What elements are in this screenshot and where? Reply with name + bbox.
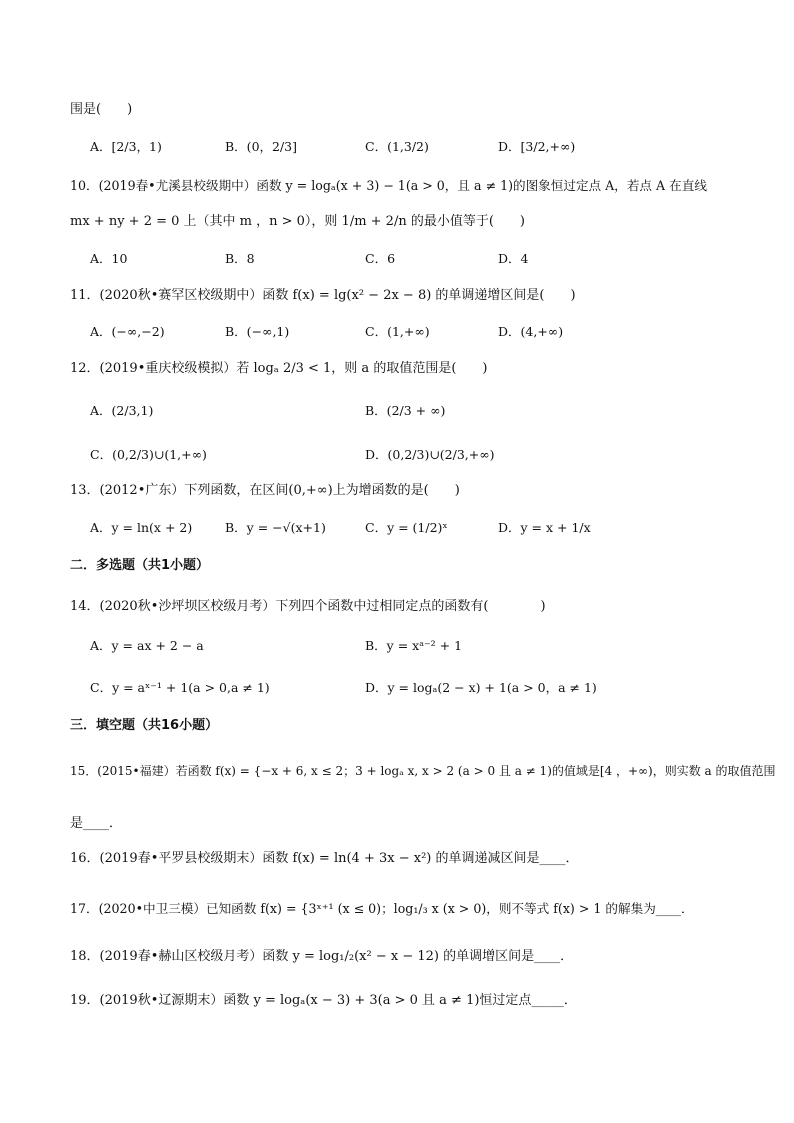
question-17-line1: 17．(2020•中卫三模）已知函数 f(x) = {3ˣ⁺¹ (x ≤ 0)；log₁/₃ x (x > 0)，则不等式 f(x) > 1 的解集为____． bbox=[70, 901, 694, 916]
question-15-line1: 15．(2015•福建）若函数 f(x) = {−x + 6, x ≤ 2；3 + logₐ x, x > 2 (a > 0 且 a ≠ 1)的值域是[4 ，+∞)，则实数 a 的取值范围 bbox=[70, 764, 776, 778]
q13-option-b: B．y = −√(x+1) bbox=[225, 520, 326, 535]
q12-option-a: A．(2/3,1) bbox=[90, 403, 154, 418]
q11-option-d: D．(4,+∞) bbox=[498, 324, 564, 339]
q13-option-c: C．y = (1/2)ˣ bbox=[365, 520, 448, 535]
q9-option-d: D．[3/2,+∞) bbox=[498, 139, 576, 154]
q14-option-c: C．y = aˣ⁻¹ + 1(a > 0,a ≠ 1) bbox=[90, 680, 270, 695]
q9-option-c: C．(1,3/2) bbox=[365, 139, 429, 154]
section-multiple-choice-heading: 二．多选题（共1小题） bbox=[70, 558, 210, 573]
question-19-line1: 19．(2019秋•辽源期末）函数 y = logₐ(x − 3) + 3(a > 0 且 a ≠ 1)恒过定点_____． bbox=[70, 993, 577, 1008]
question-10-line2: mx + ny + 2 = 0 上（其中 m ，n > 0），则 1/m + 2/n 的最小值等于( ) bbox=[70, 214, 525, 229]
q12-option-b: B．(2/3 + ∞) bbox=[365, 403, 446, 418]
question-11-line1: 11．(2020秋•赛罕区校级期中）函数 f(x) = lg(x² − 2x − 8) 的单调递增区间是( ) bbox=[70, 288, 576, 303]
q10-option-d: D．4 bbox=[498, 251, 529, 266]
question-16-line1: 16．(2019春•平罗县校级期末）函数 f(x) = ln(4 + 3x − x²) 的单调递减区间是____． bbox=[70, 851, 579, 866]
q9-option-a: A．[2/3，1) bbox=[90, 139, 162, 154]
q11-option-c: C．(1,+∞) bbox=[365, 324, 430, 339]
question-14-line1: 14．(2020秋•沙坪坝区校级月考）下列四个函数中过相同定点的函数有( ) bbox=[70, 599, 546, 614]
q13-option-a: A．y = ln(x + 2) bbox=[90, 520, 193, 535]
question-10-line1: 10．(2019春•尤溪县校级期中）函数 y = logₐ(x + 3) − 1(a > 0，且 a ≠ 1)的图象恒过定点 A，若点 A 在直线 bbox=[70, 178, 707, 193]
question-15-line2: 是____． bbox=[70, 816, 123, 831]
q11-option-a: A．(−∞,−2) bbox=[90, 324, 165, 339]
q14-option-a: A．y = ax + 2 − a bbox=[90, 638, 204, 653]
q10-option-a: A．10 bbox=[90, 251, 128, 266]
q10-option-b: B．8 bbox=[225, 251, 255, 266]
q14-option-d: D．y = logₐ(2 − x) + 1(a > 0，a ≠ 1) bbox=[365, 680, 597, 695]
question-9-tail: 围是( ) bbox=[70, 102, 133, 117]
q11-option-b: B．(−∞,1) bbox=[225, 324, 290, 339]
q12-option-d: D．(0,2/3)∪(2/3,+∞) bbox=[365, 447, 495, 462]
q14-option-b: B．y = xᵃ⁻² + 1 bbox=[365, 638, 463, 653]
q12-option-c: C．(0,2/3)∪(1,+∞) bbox=[90, 447, 207, 462]
q10-option-c: C．6 bbox=[365, 251, 396, 266]
q13-option-d: D．y = x + 1/x bbox=[498, 520, 591, 535]
question-13-line1: 13．(2012•广东）下列函数，在区间(0,+∞)上为增函数的是( ) bbox=[70, 483, 460, 498]
question-18-line1: 18．(2019春•赫山区校级月考）函数 y = log₁/₂(x² − x − 12) 的单调增区间是____． bbox=[70, 949, 574, 964]
question-12-line1: 12．(2019•重庆校级模拟）若 logₐ 2/3 < 1，则 a 的取值范围是( ) bbox=[70, 361, 488, 376]
section-fill-in-heading: 三．填空题（共16小题） bbox=[70, 718, 219, 733]
q9-option-b: B．(0，2/3] bbox=[225, 139, 298, 154]
